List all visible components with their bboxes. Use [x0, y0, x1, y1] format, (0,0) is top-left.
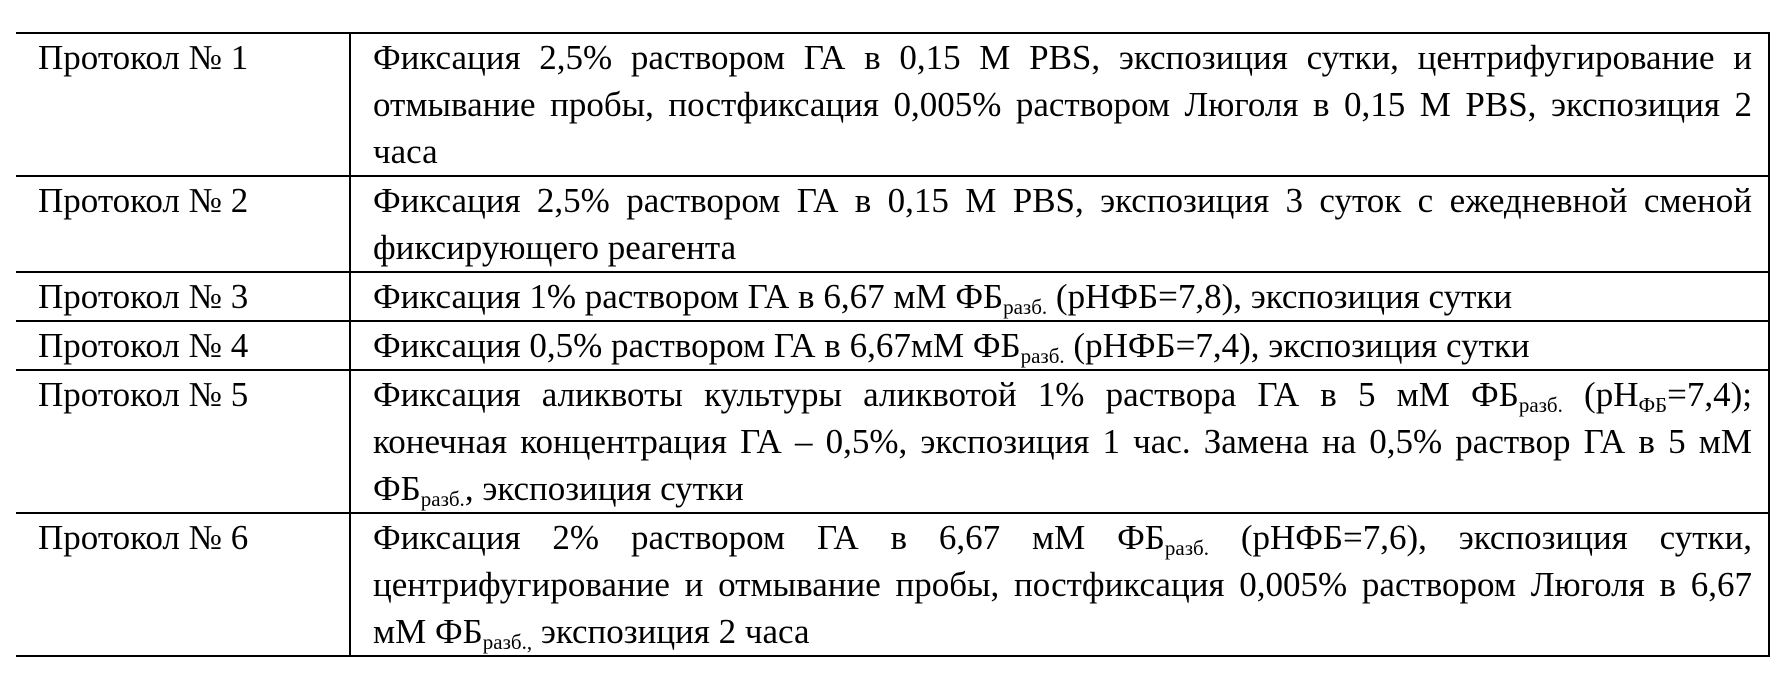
subscript-text: разб., — [482, 630, 533, 654]
protocol-description — [350, 272, 1769, 321]
description-text: Фиксация 2% раствором ГА в 6,67 мМ ФБ — [373, 518, 1165, 557]
protocol-row — [16, 513, 1769, 656]
protocol-name: Протокол № 6 — [16, 513, 350, 656]
subscript-text: разб. — [1003, 295, 1048, 319]
protocol-name: Протокол № 3 — [16, 272, 350, 321]
protocol-row — [16, 176, 1769, 272]
description-text: Фиксация 0,5% раствором ГА в 6,67мМ ФБ — [373, 326, 1021, 365]
subscript-text: ФБ — [1638, 393, 1668, 417]
protocol-row — [16, 272, 1769, 321]
subscript-text: разб. — [1164, 536, 1209, 560]
description-text: Фиксация 1% раствором ГА в 6,67 мМ ФБ — [373, 277, 1004, 316]
protocol-row — [16, 33, 1769, 176]
protocol-table — [16, 32, 1770, 657]
subscript-text: разб. — [1518, 393, 1563, 417]
description-text: =7,4); конечная концентрация ГА – 0,5%, экспозиция 1 час. Замена на 0,5% раствор ГА в 5 мМ ФБ — [373, 375, 1752, 508]
description-text: (рНФБ=7,6), экспозиция сутки, центрифугирование и отмывание пробы, постфиксация 0,005% раствором Люголя в 6,67 мМ ФБ — [373, 518, 1752, 651]
description-text: (рНФБ=7,4), экспозиция сутки — [1064, 326, 1530, 365]
description-text: (рНФБ=7,8), экспозиция сутки — [1047, 277, 1513, 316]
protocol-description — [350, 33, 1769, 176]
protocol-row — [16, 321, 1769, 370]
protocol-name: Протокол № 5 — [16, 370, 350, 513]
subscript-text: разб. — [420, 487, 465, 511]
description-text: Фиксация 2,5% раствором ГА в 0,15 М PBS, экспозиция 3 суток с ежедневной сменой фиксирующего реагента — [373, 181, 1752, 267]
protocol-row — [16, 370, 1769, 513]
description-text: экспозиция 2 часа — [532, 612, 810, 651]
protocol-description — [350, 513, 1769, 656]
protocol-description — [350, 370, 1769, 513]
protocol-name: Протокол № 2 — [16, 176, 350, 272]
protocol-rows — [16, 33, 1769, 656]
protocol-description — [350, 176, 1769, 272]
protocol-description — [350, 321, 1769, 370]
subscript-text: разб. — [1020, 344, 1065, 368]
description-text: , экспозиция сутки — [464, 469, 744, 508]
description-text: Фиксация 2,5% раствором ГА в 0,15 М PBS, экспозиция сутки, центрифугирование и отмывание пробы, постфиксация 0,005% раствором Люголя в 0,15 М PBS, экспозиция 2 часа — [373, 38, 1752, 171]
description-text: Фиксация аликвоты культуры аликвотой 1% раствора ГА в 5 мМ ФБ — [373, 375, 1519, 414]
protocol-name: Протокол № 1 — [16, 33, 350, 176]
protocol-name: Протокол № 4 — [16, 321, 350, 370]
description-text: (рН — [1562, 375, 1639, 414]
